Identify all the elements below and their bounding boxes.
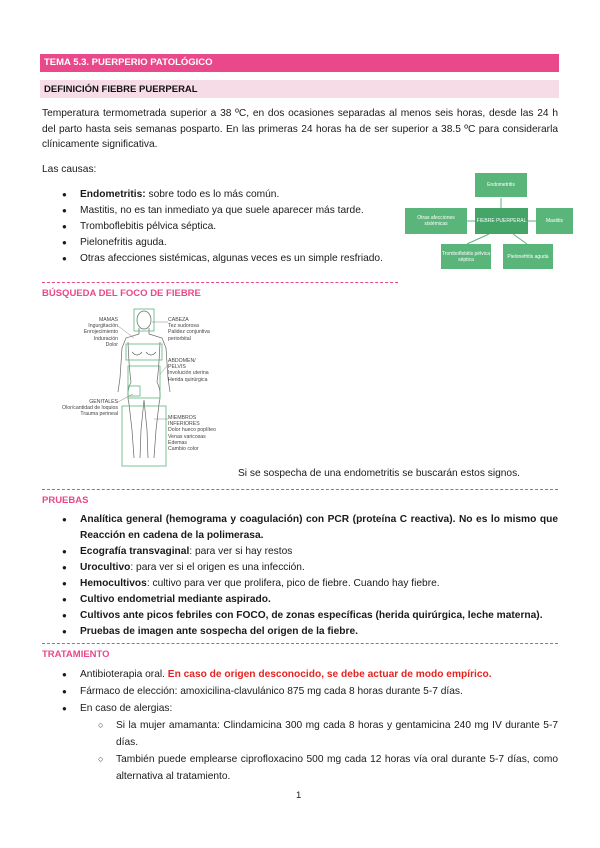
causes-diagram: [405, 170, 573, 270]
tests-heading: PRUEBAS: [42, 495, 89, 506]
list-item: ● Ecografía transvaginal: para ver si hay restos: [60, 544, 558, 560]
page-number: 1: [296, 790, 302, 801]
label-mamas: MAMAS Ingurgitación Enrojecimiento Induración Dolor: [83, 317, 118, 348]
label-cabeza: CABEZA Tez sudorosa Palidez conjuntiva periorbital: [168, 317, 210, 342]
subsection-title-bar: [40, 80, 559, 98]
diagram-tromboflebitis: Tromboflebitis pélvica séptica: [441, 244, 491, 269]
list-item: ○ Si la mujer amamanta: Clindamicina 300 mg cada 8 horas y gentamicina 240 mg IV durante 5-7 días.: [96, 717, 558, 751]
list-item: ● Otras afecciones sistémicas, algunas veces es un simple resfriado.: [60, 251, 400, 267]
divider: [42, 282, 398, 283]
list-item: ● Hemocultivos: cultivo para ver que prolifera, pico de fiebre. Cuando hay fiebre.: [60, 576, 558, 592]
list-item: ● Pruebas de imagen ante sospecha del origen de la fiebre.: [60, 624, 558, 640]
empiric-warning: En caso de origen desconocido, se debe actuar de modo empírico.: [167, 669, 492, 680]
treatment-heading: TRATAMIENTO: [42, 649, 110, 660]
list-item: ● Analítica general (hemograma y coagulación) con PCR (proteína C reactiva). No es lo mismo que Reacción en cadena de la polimerasa.: [60, 512, 558, 544]
list-item: ● Cultivos ante picos febriles con FOCO, de zonas específicas (herida quirúrgica, leche materna).: [60, 608, 558, 624]
divider: [42, 489, 558, 490]
tests-list: [60, 512, 558, 640]
list-item: ● Antibioterapia oral. En caso de origen desconocido, se debe actuar de modo empírico.: [60, 666, 558, 683]
list-item: ● Tromboflebitis pélvica séptica.: [60, 219, 400, 235]
diagram-other: Otras afecciones sistémicas: [405, 208, 467, 234]
causes-list: [60, 187, 400, 267]
body-figure: [40, 308, 240, 468]
treatment-list: [60, 666, 558, 717]
label-abdomen: ABDOMEN/ PELVIS Involución uterina Herida quirúrgica: [168, 358, 209, 383]
diagram-center: FIEBRE PUERPERAL: [475, 208, 528, 234]
label-miembros: MIEMBROS INFERIORES Dolor hueco poplíteo Venas varicosas Edemas Cambio color: [168, 415, 216, 453]
diagram-pielonefritis: Pielonefritis aguda: [503, 244, 553, 269]
list-item: ● Cultivo endometrial mediante aspirado.: [60, 592, 558, 608]
definition-paragraph: Temperatura termometrada superior a 38 ºC, en dos ocasiones separadas al menos seis horas, desde las 24 h del parto hasta seis semanas posparto. En las primeras 24 horas ha de ser superior a 38.5 ºC para considerarla clínicamente significativa.: [42, 108, 558, 151]
diagram-mastitis: Mastitis: [536, 208, 573, 234]
list-item: ● Urocultivo: para ver si el origen es una infección.: [60, 560, 558, 576]
causes-title: Las causas:: [42, 164, 97, 175]
section-title-bar: [40, 54, 559, 72]
figure-caption: Si se sospecha de una endometritis se buscarán estos signos.: [238, 468, 521, 479]
label-genitales: GENITALES Olor/cantidad de loquios Trauma perineal: [62, 399, 118, 418]
list-item: ● Endometritis: sobre todo es lo más común.: [60, 187, 400, 203]
list-item: ● Fármaco de elección: amoxicilina-clavulánico 875 mg cada 8 horas durante 5-7 días.: [60, 683, 558, 700]
list-item: ● Mastitis, no es tan inmediato ya que suele aparecer más tarde.: [60, 203, 400, 219]
list-item: ○ También puede emplearse ciprofloxacino 500 mg cada 12 horas vía oral durante 5-7 días, como alternativa al tratamiento.: [96, 751, 558, 785]
list-item: ● En caso de alergias:: [60, 700, 558, 717]
section-title: TEMA 5.3. PUERPERIO PATOLÓGICO: [44, 57, 213, 68]
subsection-title: DEFINICIÓN FIEBRE PUERPERAL: [44, 84, 198, 95]
focus-heading: BÚSQUEDA DEL FOCO DE FIEBRE: [42, 288, 201, 299]
list-item: ● Pielonefritis aguda.: [60, 235, 400, 251]
divider: [42, 643, 558, 644]
diagram-endometritis: Endometritis: [475, 173, 527, 197]
allergy-sublist: [96, 717, 558, 785]
